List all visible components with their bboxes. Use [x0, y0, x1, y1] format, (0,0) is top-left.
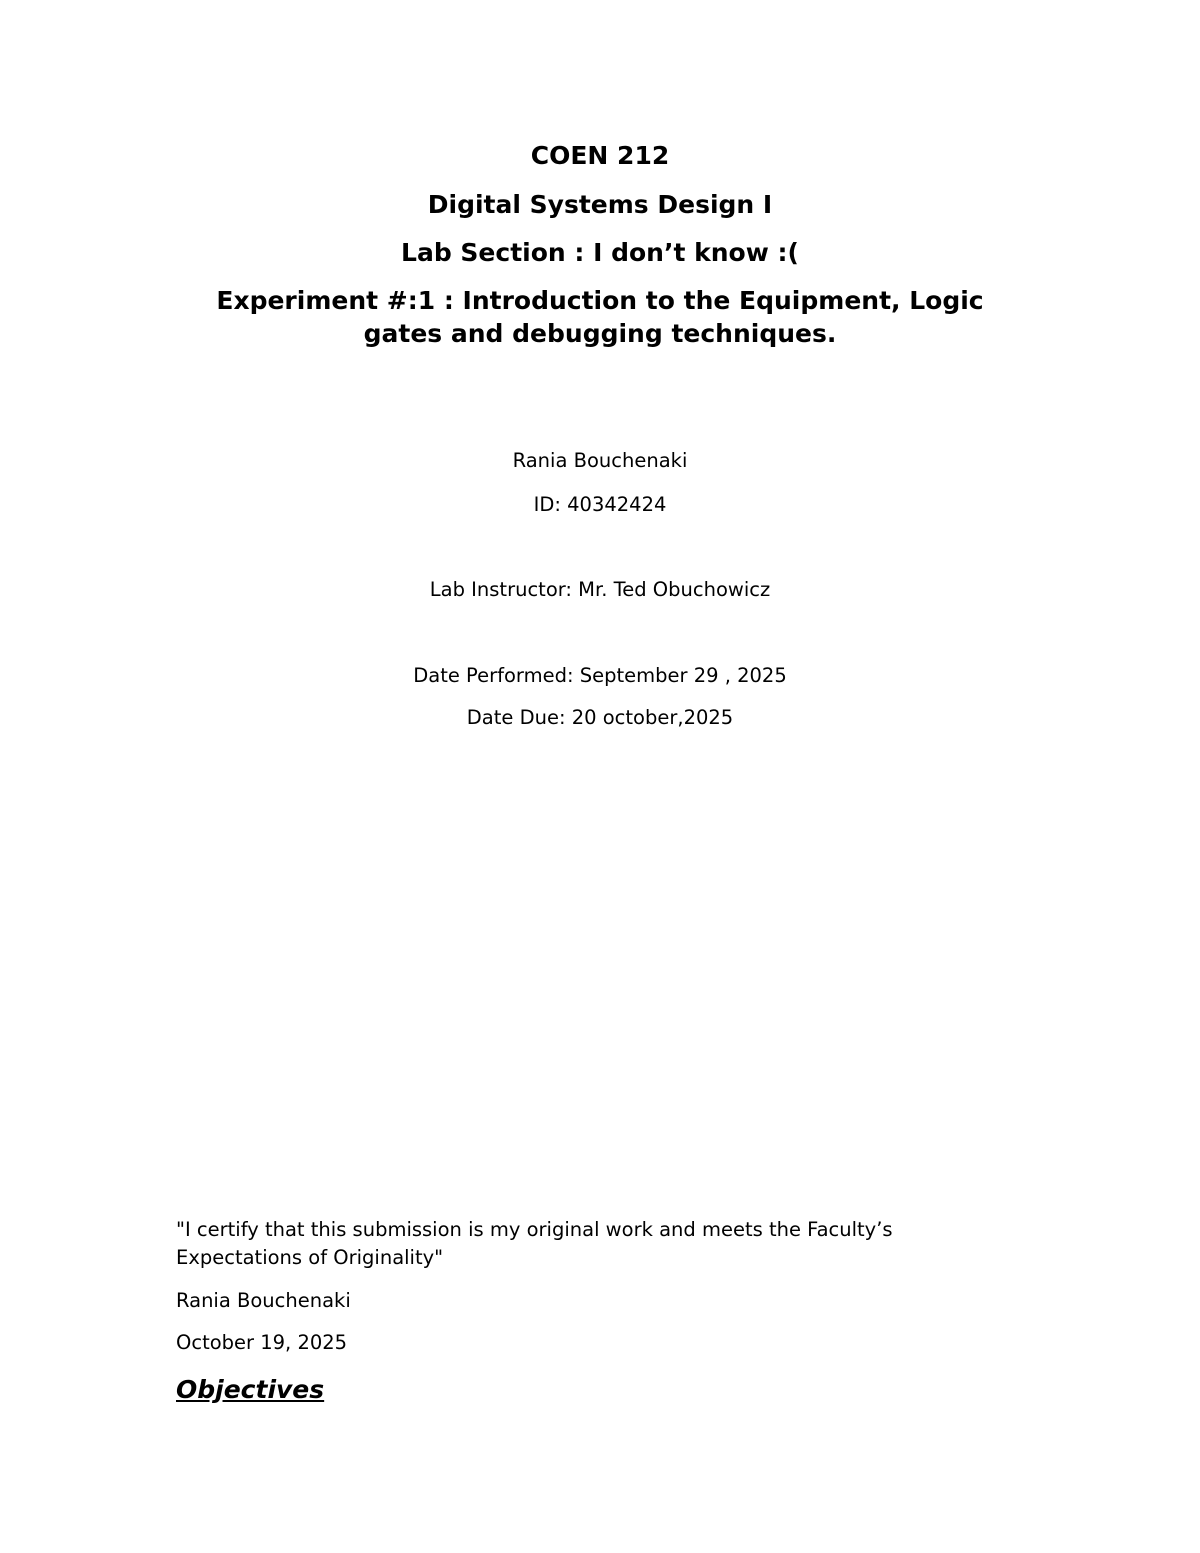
date-due: Date Due: 20 october,2025	[466, 706, 734, 729]
signature-name: Rania Bouchenaki	[176, 1289, 351, 1312]
date-performed: Date Performed: September 29 , 2025	[413, 664, 787, 687]
certification-statement-line-1: "I certify that this submission is my original work and meets the Faculty’s	[176, 1218, 893, 1241]
objectives-heading: Objectives	[176, 1375, 325, 1404]
signature-date: October 19, 2025	[176, 1331, 348, 1354]
experiment-title-line-1: Experiment #:1 : Introduction to the Equipment, Logic	[216, 286, 984, 315]
lab-section: Lab Section : I don’t know :(	[401, 238, 799, 267]
lab-instructor: Lab Instructor: Mr. Ted Obuchowicz	[429, 578, 771, 601]
course-name: Digital Systems Design I	[427, 190, 773, 219]
student-name: Rania Bouchenaki	[512, 449, 688, 472]
student-id: ID: 40342424	[533, 493, 667, 516]
course-code: COEN 212	[530, 141, 670, 170]
experiment-title-line-2: gates and debugging techniques.	[363, 319, 837, 348]
certification-statement-line-2: Expectations of Originality"	[176, 1246, 444, 1269]
